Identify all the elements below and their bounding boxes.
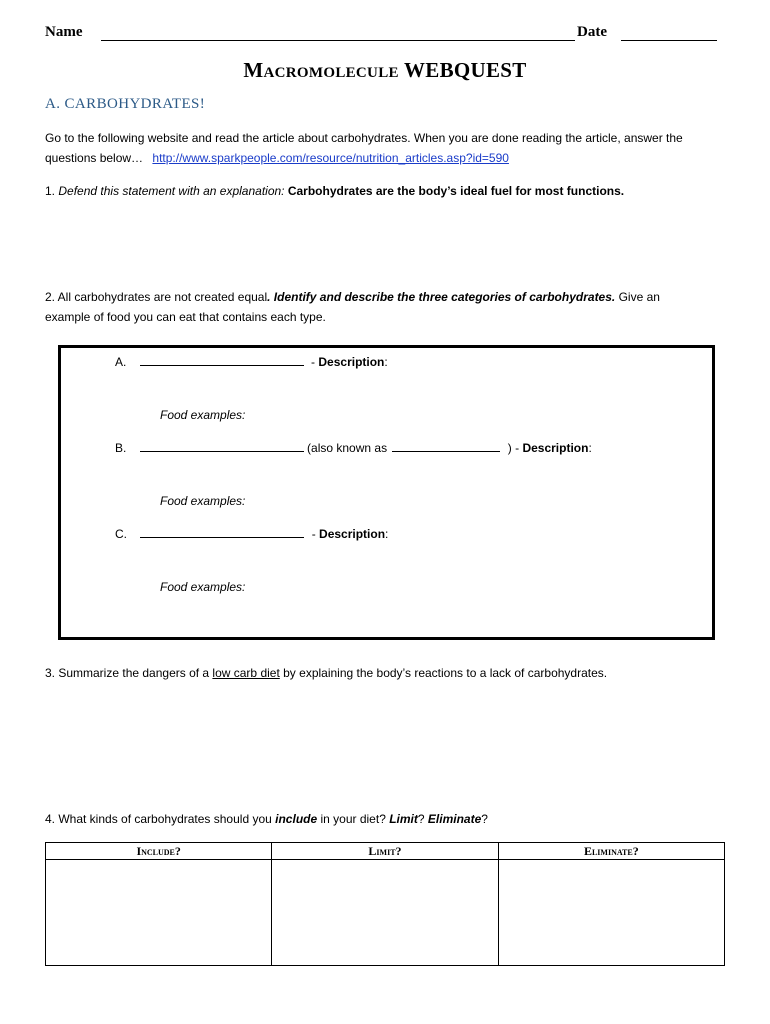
question-2 [45, 287, 705, 327]
dash: - [311, 355, 316, 369]
q3-start: 3. Summarize the dangers of a [45, 666, 213, 680]
food-examples-a: Food examples: [160, 408, 246, 422]
category-c-row [115, 527, 388, 541]
q1-number: 1. [45, 184, 56, 198]
page-title: Macromolecule WEBQUEST [243, 58, 527, 82]
q2-start: 2. All carbohydrates are not created equal [45, 290, 268, 304]
food-examples-c: Food examples: [160, 580, 246, 594]
category-a-letter: A. [115, 355, 127, 369]
q4-mid1: in your diet? [317, 812, 390, 826]
category-c-letter: C. [115, 527, 127, 541]
also-known-as-blank[interactable] [392, 441, 500, 452]
q2-end: Give an example of food you can eat that contains each type. [45, 290, 660, 324]
header-include: Include? [46, 843, 272, 860]
food-examples-b: Food examples: [160, 494, 246, 508]
name-field[interactable] [101, 40, 575, 41]
dash: - [311, 527, 316, 541]
colon: : [385, 527, 389, 541]
name-label: Name [45, 24, 83, 40]
date-label: Date [577, 24, 607, 40]
categories-box [58, 345, 715, 640]
q3-end: by explaining the body’s reactions to a lack of carbohydrates. [279, 666, 608, 680]
q4-start: 4. What kinds of carbohydrates should you [45, 812, 276, 826]
dash: - [515, 441, 520, 455]
date-field[interactable] [621, 40, 717, 41]
intro-paragraph [45, 128, 725, 168]
q2-emphasis: . Identify and describe the three categories of carbohydrates. [267, 290, 616, 304]
q4-mid2: ? [417, 812, 428, 826]
category-b-blank[interactable] [140, 441, 304, 452]
q4-limit: Limit [389, 812, 418, 826]
q1-statement: Carbohydrates are the body’s ideal fuel for most functions. [287, 184, 625, 198]
q4-end: ? [481, 812, 488, 826]
description-label: Description [318, 355, 385, 369]
limit-cell[interactable] [272, 860, 498, 966]
colon: : [384, 355, 388, 369]
category-c-blank[interactable] [140, 527, 304, 538]
header-limit: Limit? [272, 843, 498, 860]
question-1 [45, 181, 735, 201]
article-link[interactable]: http://www.sparkpeople.com/resource/nutrition_articles.asp?id=590 [152, 151, 509, 165]
question-3 [45, 663, 735, 683]
close-paren: ) [507, 441, 512, 455]
q4-eliminate: Eliminate [427, 812, 482, 826]
header-eliminate: Eliminate? [498, 843, 724, 860]
table-header-row [46, 843, 725, 860]
category-a-blank[interactable] [140, 355, 304, 366]
eliminate-cell[interactable] [498, 860, 724, 966]
category-a-row [115, 355, 388, 369]
diet-table [45, 842, 725, 966]
question-4 [45, 809, 735, 829]
also-known-as: (also known as [307, 441, 388, 455]
description-label: Description [522, 441, 589, 455]
include-cell[interactable] [46, 860, 272, 966]
colon: : [588, 441, 592, 455]
table-row [46, 860, 725, 966]
q4-include: include [275, 812, 318, 826]
section-heading: A. CARBOHYDRATES! [45, 96, 206, 112]
category-b-letter: B. [115, 441, 127, 455]
description-label: Description [319, 527, 386, 541]
category-b-row [115, 441, 592, 455]
q3-underlined: low carb diet [212, 666, 280, 680]
q1-prompt: Defend this statement with an explanation: [58, 184, 285, 198]
intro-text: Go to the following website and read the article about carbohydrates. When you are done reading the article, answer the questions below… [45, 131, 683, 165]
